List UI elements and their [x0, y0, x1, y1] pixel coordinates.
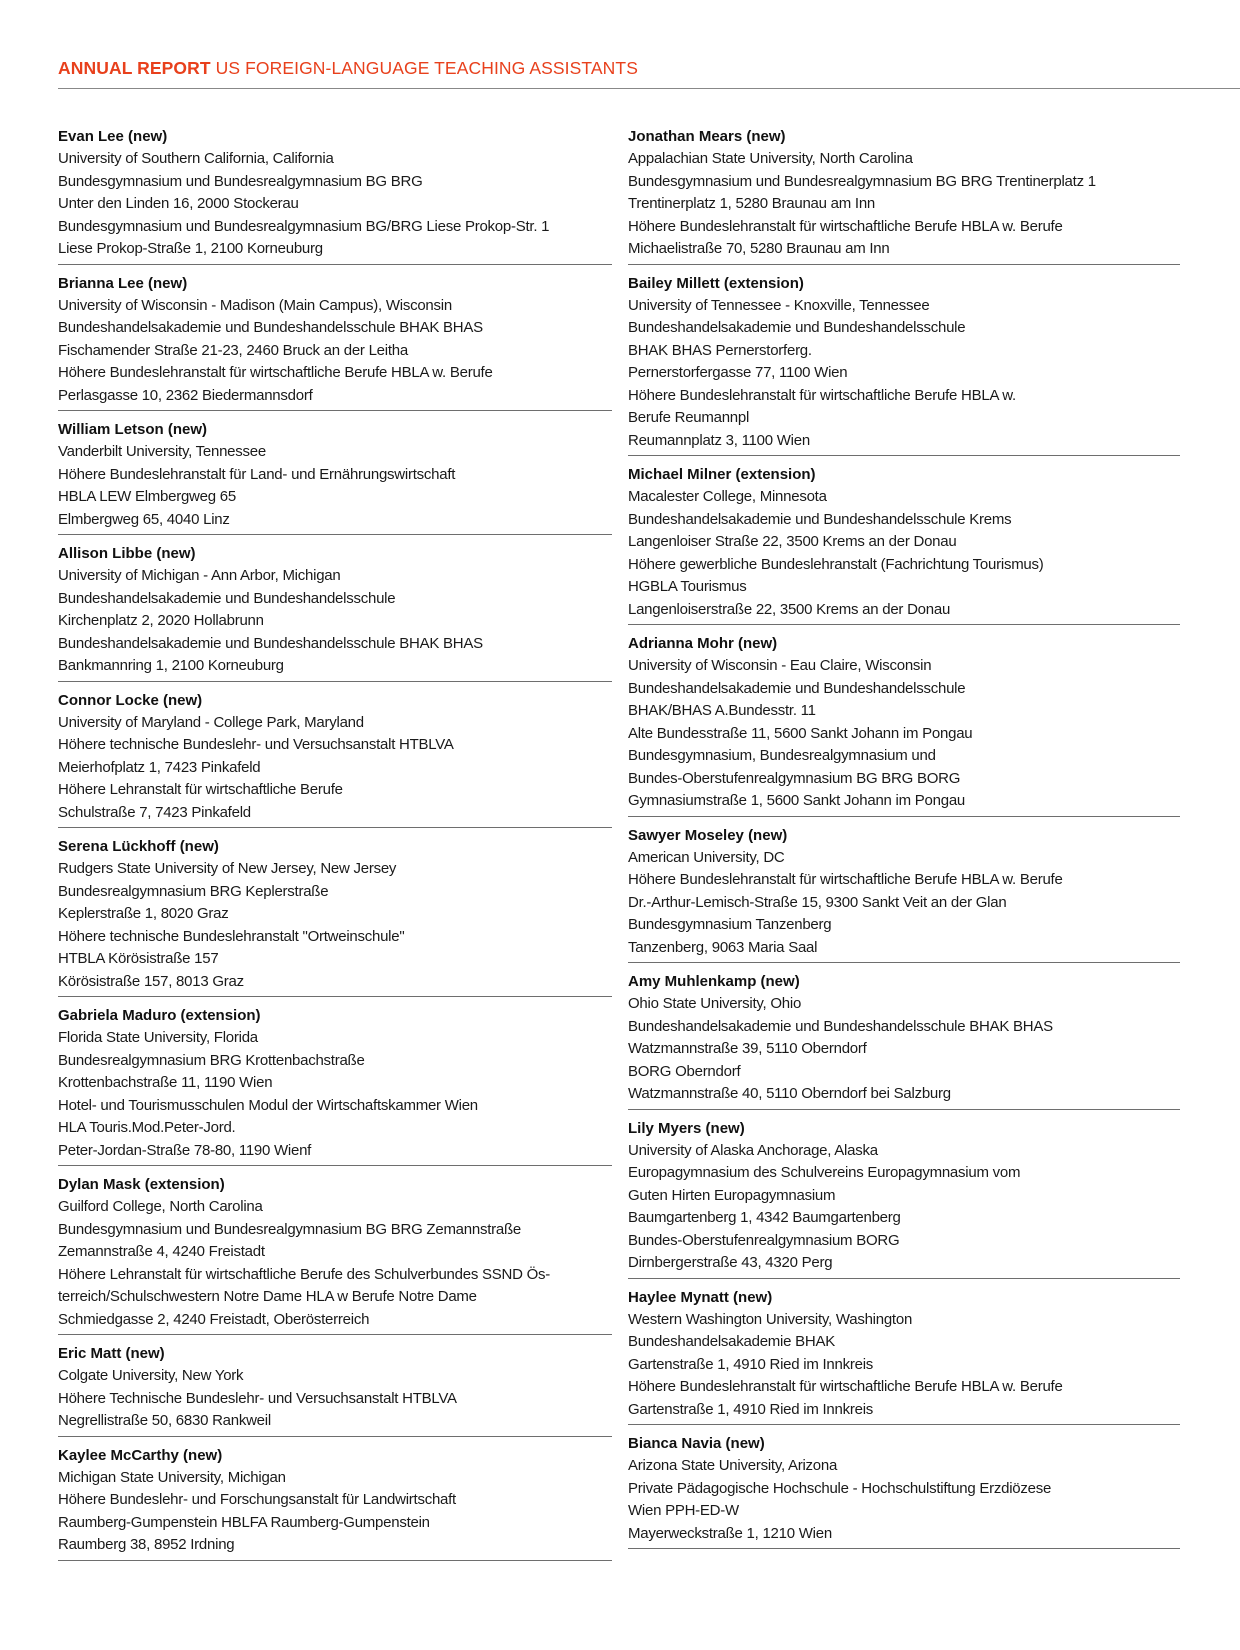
school-detail-line: BHAK/BHAS A.Bundesstr. 11	[628, 702, 816, 719]
school-detail-line: Peter-Jordan-Straße 78-80, 1190 Wienf	[58, 1141, 312, 1159]
school-detail-line: Wien PPH-ED-W	[628, 1502, 739, 1519]
university-line: University of Southern California, California	[58, 150, 334, 167]
school-detail-line: Schmiedgasse 2, 4240 Freistadt, Oberösterreich	[58, 1310, 370, 1328]
school-detail-line: Bundeshandelsakademie und Bundeshandelsschule	[58, 589, 396, 607]
university-line: American University, DC	[628, 848, 785, 866]
assistant-entry	[628, 631, 1180, 817]
school-detail-line: Keplerstraße 1, 8020 Graz	[58, 905, 229, 922]
school-detail-line: HLA Touris.Mod.Peter-Jord.	[58, 1119, 236, 1136]
school-detail-line: Reumannplatz 3, 1100 Wien	[628, 431, 810, 449]
school-detail-line: Höhere gewerbliche Bundeslehranstalt (Fachrichtung Tourismus)	[628, 555, 1044, 573]
school-detail-line: Höhere Lehranstalt für wirtschaftliche Berufe	[58, 781, 343, 798]
assistant-entry	[58, 688, 612, 829]
school-detail-line: Bundesrealgymnasium BRG Keplerstraße	[58, 882, 329, 900]
right-column	[628, 124, 1180, 1555]
university-line: University of Tennessee - Knoxville, Tennessee	[628, 296, 930, 314]
assistant-entry	[58, 1172, 612, 1335]
university-line: Appalachian State University, North Carolina	[628, 150, 913, 167]
school-detail-line: Langenloiser Straße 22, 3500 Krems an der Donau	[628, 533, 957, 550]
university-line: University of Wisconsin - Eau Claire, Wisconsin	[628, 657, 932, 674]
university-line: University of Wisconsin - Madison (Main Campus), Wisconsin	[58, 296, 452, 314]
assistant-name: Allison Libbe (new)	[58, 545, 196, 562]
school-detail-line: Watzmannstraße 39, 5110 Oberndorf	[628, 1040, 867, 1057]
school-detail-line: Watzmannstraße 40, 5110 Oberndorf bei Salzburg	[628, 1085, 951, 1102]
assistant-name: Lily Myers (new)	[628, 1119, 745, 1137]
school-detail-line: HTBLA Körösistraße 157	[58, 950, 219, 967]
school-detail-line: Bundesgymnasium und Bundesrealgymnasium BG BRG	[58, 172, 423, 190]
school-detail-line: Bundesgymnasium Tanzenberg	[628, 916, 832, 933]
school-detail-line: Höhere Bundeslehranstalt für wirtschaftliche Berufe HBLA w. Berufe	[628, 217, 1063, 235]
school-detail-line: Pernerstorfergasse 77, 1100 Wien	[628, 364, 848, 381]
school-detail-line: Bundesrealgymnasium BRG Krottenbachstraße	[58, 1051, 365, 1069]
school-detail-line: Bundesgymnasium und Bundesrealgymnasium BG/BRG Liese Prokop-Str. 1	[58, 217, 550, 235]
assistant-name: Adrianna Mohr (new)	[628, 635, 778, 652]
school-detail-line: Schulstraße 7, 7423 Pinkafeld	[58, 803, 251, 821]
school-detail-line: Zemannstraße 4, 4240 Freistadt	[58, 1243, 265, 1260]
school-detail-line: Hotel- und Tourismusschulen Modul der Wirtschaftskammer Wien	[58, 1096, 478, 1114]
school-detail-line: Mayerweckstraße 1, 1210 Wien	[628, 1524, 832, 1542]
university-line: Rudgers State University of New Jersey, New Jersey	[58, 860, 397, 877]
school-detail-line: Bundes-Oberstufenrealgymnasium BG BRG BORG	[628, 769, 961, 787]
assistant-name: Eric Matt (new)	[58, 1345, 165, 1362]
school-detail-line: Gymnasiumstraße 1, 5600 Sankt Johann im Pongau	[628, 792, 966, 809]
assistant-name: Bianca Navia (new)	[628, 1435, 765, 1452]
assistant-entry	[58, 124, 612, 265]
school-detail-line: Bankmannring 1, 2100 Korneuburg	[58, 657, 284, 674]
assistant-name: Amy Muhlenkamp (new)	[628, 973, 800, 990]
assistant-entry	[628, 1116, 1180, 1279]
school-detail-line: Höhere Lehranstalt für wirtschaftliche Berufe des Schulverbundes SSND Ös-	[58, 1265, 550, 1283]
school-detail-line: Bundeshandelsakademie und Bundeshandelsschule	[628, 319, 966, 336]
university-line: University of Alaska Anchorage, Alaska	[628, 1141, 878, 1159]
assistant-entry	[58, 541, 612, 682]
assistant-entry	[628, 271, 1180, 457]
school-detail-line: Höhere technische Bundeslehranstalt "Ortweinschule"	[58, 927, 405, 945]
school-detail-line: Bundes-Oberstufenrealgymnasium BORG	[628, 1231, 900, 1249]
school-detail-line: Höhere Bundeslehranstalt für wirtschaftliche Berufe HBLA w. Berufe	[628, 1378, 1063, 1395]
university-line: Guilford College, North Carolina	[58, 1198, 263, 1215]
assistant-name: Haylee Mynatt (new)	[628, 1288, 773, 1306]
assistant-name: Michael Milner (extension)	[628, 466, 816, 483]
assistant-name: Brianna Lee (new)	[58, 274, 188, 292]
university-line: Western Washington University, Washington	[628, 1310, 913, 1328]
university-line: Arizona State University, Arizona	[628, 1457, 838, 1474]
assistant-entry	[628, 124, 1180, 265]
school-detail-line: Höhere Bundeslehr- und Forschungsanstalt für Landwirtschaft	[58, 1491, 456, 1508]
assistant-entry	[58, 1443, 612, 1561]
school-detail-line: Langenloiserstraße 22, 3500 Krems an der Donau	[628, 600, 951, 618]
school-detail-line: Bundeshandelsakademie BHAK	[628, 1333, 835, 1350]
school-detail-line: Kirchenplatz 2, 2020 Hollabrunn	[58, 612, 264, 629]
school-detail-line: Höhere Bundeslehranstalt für wirtschaftliche Berufe HBLA w. Berufe	[628, 871, 1063, 888]
school-detail-line: Gartenstraße 1, 4910 Ried im Innkreis	[628, 1400, 874, 1418]
school-detail-line: Fischamender Straße 21-23, 2460 Bruck an der Leitha	[58, 341, 408, 359]
school-detail-line: BORG Oberndorf	[628, 1062, 741, 1080]
school-detail-line: Unter den Linden 16, 2000 Stockerau	[58, 195, 299, 212]
page-header	[58, 58, 638, 79]
assistant-name: Connor Locke (new)	[58, 691, 203, 709]
school-detail-line: Michaelistraße 70, 5280 Braunau am Inn	[628, 240, 890, 257]
assistant-name: Bailey Millett (extension)	[628, 274, 804, 292]
left-column	[58, 124, 612, 1567]
university-line: Macalester College, Minnesota	[628, 488, 827, 505]
school-detail-line: HGBLA Tourismus	[628, 578, 747, 595]
school-detail-line: Private Pädagogische Hochschule - Hochschulstiftung Erzdiözese	[628, 1479, 1052, 1497]
assistant-entry	[628, 823, 1180, 964]
assistant-name: Serena Lückhoff (new)	[58, 838, 219, 855]
school-detail-line: Gartenstraße 1, 4910 Ried im Innkreis	[628, 1355, 874, 1373]
school-detail-line: Tanzenberg, 9063 Maria Saal	[628, 938, 818, 956]
assistant-name: Dylan Mask (extension)	[58, 1176, 225, 1193]
school-detail-line: Guten Hirten Europagymnasium	[628, 1186, 836, 1204]
assistant-entry	[58, 417, 612, 535]
assistant-name: Sawyer Moseley (new)	[628, 826, 788, 844]
assistant-name: Jonathan Mears (new)	[628, 128, 786, 145]
school-detail-line: Dirnbergerstraße 43, 4320 Perg	[628, 1254, 833, 1271]
assistant-entry	[628, 1285, 1180, 1426]
school-detail-line: Raumberg-Gumpenstein HBLFA Raumberg-Gumpenstein	[58, 1513, 430, 1531]
school-detail-line: terreich/Schulschwestern Notre Dame HLA w Berufe Notre Dame	[58, 1288, 477, 1305]
school-detail-line: Bundeshandelsakademie und Bundeshandelsschule BHAK BHAS	[58, 634, 483, 652]
school-detail-line: BHAK BHAS Pernerstorferg.	[628, 341, 812, 359]
assistant-entry	[58, 271, 612, 412]
university-line: University of Maryland - College Park, Maryland	[58, 713, 364, 731]
school-detail-line: Negrellistraße 50, 6830 Rankweil	[58, 1412, 271, 1429]
university-line: Michigan State University, Michigan	[58, 1468, 286, 1486]
university-line: Colgate University, New York	[58, 1367, 244, 1384]
school-detail-line: Bundesgymnasium und Bundesrealgymnasium BG BRG Trentinerplatz 1	[628, 172, 1096, 190]
school-detail-line: Höhere Technische Bundeslehr- und Versuchsanstalt HTBLVA	[58, 1389, 457, 1407]
school-detail-line: Höhere Bundeslehranstalt für wirtschaftliche Berufe HBLA w.	[628, 386, 1016, 404]
assistant-entry	[58, 1003, 612, 1166]
school-detail-line: Meierhofplatz 1, 7423 Pinkafeld	[58, 758, 261, 776]
school-detail-line: Dr.-Arthur-Lemisch-Straße 15, 9300 Sankt Veit an der Glan	[628, 893, 1007, 911]
school-detail-line: Bundeshandelsakademie und Bundeshandelsschule	[628, 679, 966, 697]
assistant-entry	[628, 1431, 1180, 1549]
school-detail-line: Perlasgasse 10, 2362 Biedermannsdorf	[58, 386, 313, 404]
school-detail-line: Elmbergweg 65, 4040 Linz	[58, 510, 230, 528]
assistant-entry	[628, 969, 1180, 1110]
header-rule	[58, 88, 1240, 89]
school-detail-line: Baumgartenberg 1, 4342 Baumgartenberg	[628, 1209, 901, 1226]
assistant-name: Evan Lee (new)	[58, 128, 168, 145]
school-detail-line: Alte Bundesstraße 11, 5600 Sankt Johann im Pongau	[628, 724, 973, 742]
school-detail-line: Höhere Bundeslehranstalt für wirtschaftliche Berufe HBLA w. Berufe	[58, 364, 493, 381]
assistant-entry	[628, 462, 1180, 625]
assistant-entry	[58, 834, 612, 997]
university-line: University of Michigan - Ann Arbor, Michigan	[58, 567, 341, 584]
school-detail-line: Bundeshandelsakademie und Bundeshandelsschule BHAK BHAS	[58, 319, 483, 336]
assistant-name: Gabriela Maduro (extension)	[58, 1007, 261, 1024]
school-detail-line: Krottenbachstraße 11, 1190 Wien	[58, 1074, 273, 1091]
header-title-rest: US FOREIGN-LANGUAGE TEACHING ASSISTANTS	[210, 58, 638, 78]
school-detail-line: Bundesgymnasium und Bundesrealgymnasium BG BRG Zemannstraße	[58, 1220, 521, 1238]
university-line: Florida State University, Florida	[58, 1029, 258, 1046]
university-line: Vanderbilt University, Tennessee	[58, 443, 266, 460]
school-detail-line: Höhere technische Bundeslehr- und Versuchsanstalt HTBLVA	[58, 736, 454, 753]
assistant-name: Kaylee McCarthy (new)	[58, 1446, 223, 1464]
school-detail-line: Bundeshandelsakademie und Bundeshandelsschule BHAK BHAS	[628, 1017, 1053, 1035]
school-detail-line: Europagymnasium des Schulvereins Europagymnasium vom	[628, 1164, 1021, 1181]
school-detail-line: Bundeshandelsakademie und Bundeshandelsschule Krems	[628, 510, 1012, 528]
university-line: Ohio State University, Ohio	[628, 995, 802, 1012]
school-detail-line: Liese Prokop-Straße 1, 2100 Korneuburg	[58, 240, 323, 257]
school-detail-line: Höhere Bundeslehranstalt für Land- und Ernährungswirtschaft	[58, 465, 456, 483]
school-detail-line: HBLA LEW Elmbergweg 65	[58, 488, 236, 505]
header-title-strong: ANNUAL REPORT	[58, 58, 211, 78]
school-detail-line: Trentinerplatz 1, 5280 Braunau am Inn	[628, 195, 876, 212]
assistant-name: William Letson (new)	[58, 421, 208, 438]
school-detail-line: Raumberg 38, 8952 Irdning	[58, 1536, 235, 1553]
school-detail-line: Berufe Reumannpl	[628, 409, 750, 426]
school-detail-line: Körösistraße 157, 8013 Graz	[58, 972, 244, 990]
school-detail-line: Bundesgymnasium, Bundesrealgymnasium und	[628, 747, 936, 764]
assistant-entry	[58, 1341, 612, 1437]
